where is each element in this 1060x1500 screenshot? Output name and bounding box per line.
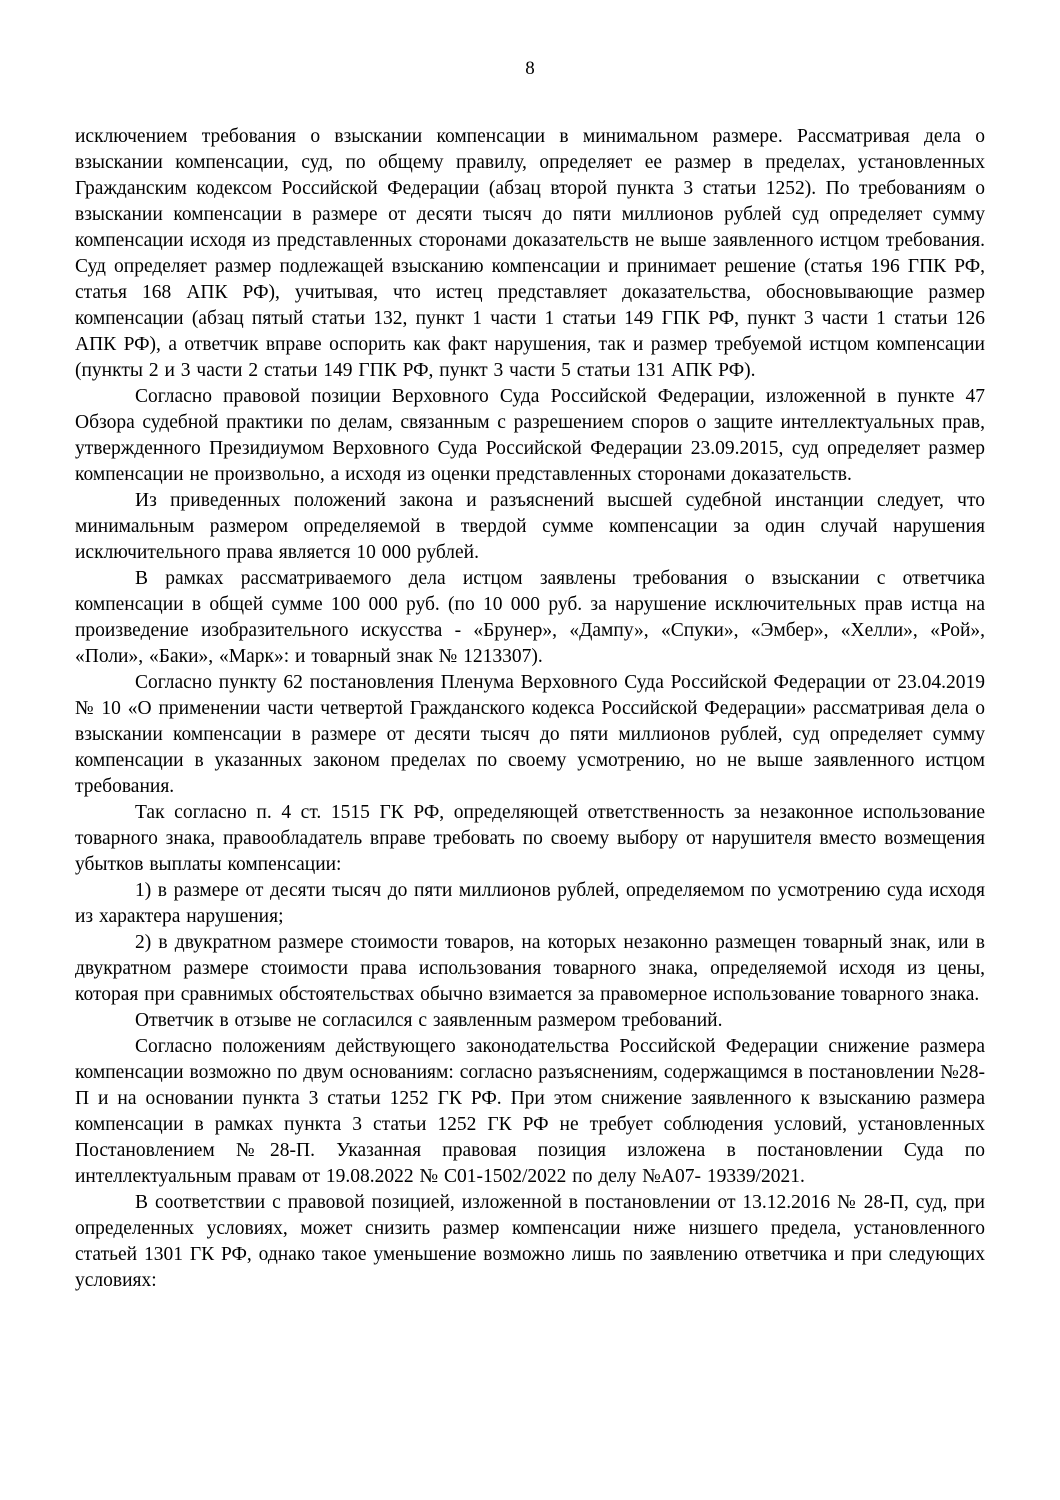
paragraph: Согласно пункту 62 постановления Пленума Верховного Суда Российской Федерации от 23.04.2019 № 10 «О применении части четвертой Гражданского кодекса Российской Федерации» рассматривая дела о взыскании компенсации в размере от десяти тысяч до пяти миллионов рублей, суд определяет сумму компенсации в указанных законом пределах по своему усмотрению, но не выше заявленного истцом требования. [75,672,985,797]
document-body [75,124,985,1294]
paragraph: 1) в размере от десяти тысяч до пяти миллионов рублей, определяемом по усмотрению суда исходя из характера нарушения; [75,880,985,927]
paragraph: Так согласно п. 4 ст. 1515 ГК РФ, определяющей ответственность за незаконное использование товарного знака, правообладатель вправе требовать по своему выбору от нарушителя вместо возмещения убытков выплаты компенсации: [75,802,985,875]
paragraph: Согласно положениям действующего законодательства Российской Федерации снижение размера компенсации возможно по двум основаниям: согласно разъяснениям, содержащимся в постановлении №28-П и на основании пункта 3 статьи 1252 ГК РФ. При этом снижение заявленного к взысканию размера компенсации в рамках пункта 3 статьи 1252 ГК РФ не требует соблюдения условий, установленных Постановлением №28-П. Указанная правовая позиция изложена в постановлении Суда по интеллектуальным правам от 19.08.2022 № С01-1502/2022 по делу №А07- 19339/2021. [75,1036,985,1187]
paragraph: Из приведенных положений закона и разъяснений высшей судебной инстанции следует, что минимальным размером определяемой в твердой сумме компенсации за один случай нарушения исключительного права является 10 000 рублей. [75,490,985,563]
paragraph: Ответчик в отзыве не согласился с заявленным размером требований. [135,1010,723,1031]
paragraph: В рамках рассматриваемого дела истцом заявлены требования о взыскании с ответчика компенсации в общей сумме 100 000 руб. (по 10 000 руб. за нарушение исключительных прав истца на произведение изобразительного искусства - «Брунер», «Дампу», «Спуки», «Эмбер», «Хелли», «Рой», «Поли», «Баки», «Марк»: и товарный знак № 1213307). [75,568,985,667]
page-number: 8 [525,58,535,79]
paragraph: исключением требования о взыскании компенсации в минимальном размере. Рассматривая дела о взыскании компенсации, суд, по общему правилу, определяет ее размер в пределах, установленных Гражданским кодексом Российской Федерации (абзац второй пункта 3 статьи 1252). По требованиям о взыскании компенсации в размере от десяти тысяч до пяти миллионов рублей суд определяет сумму компенсации исходя из представленных сторонами доказательств не выше заявленного истцом требования. Суд определяет размер подлежащей взысканию компенсации и принимает решение (статья 196 ГПК РФ, статья 168 АПК РФ), учитывая, что истец представляет доказательства, обосновывающие размер компенсации (абзац пятый статьи 132, пункт 1 части 1 статьи 149 ГПК РФ, пункт 3 части 1 статьи 126 АПК РФ), а ответчик вправе оспорить как факт нарушения, так и размер требуемой истцом компенсации (пункты 2 и 3 части 2 статьи 149 ГПК РФ, пункт 3 части 5 статьи 131 АПК РФ). [75,126,985,381]
paragraph: В соответствии с правовой позицией, изложенной в постановлении от 13.12.2016 № 28-П, суд, при определенных условиях, может снизить размер компенсации ниже низшего предела, установленного статьей 1301 ГК РФ, однако такое уменьшение возможно лишь по заявлению ответчика и при следующих условиях: [75,1192,985,1291]
paragraph: Согласно правовой позиции Верховного Суда Российской Федерации, изложенной в пункте 47 Обзора судебной практики по делам, связанным с разрешением споров о защите интеллектуальных прав, утвержденного Президиумом Верховного Суда Российской Федерации 23.09.2015, суд определяет размер компенсации не произвольно, а исходя из оценки представленных сторонами доказательств. [75,386,985,485]
paragraph: 2) в двукратном размере стоимости товаров, на которых незаконно размещен товарный знак, или в двукратном размере стоимости права использования товарного знака, определяемой исходя из цены, которая при сравнимых обстоятельствах обычно взимается за правомерное использование товарного знака. [75,932,985,1005]
